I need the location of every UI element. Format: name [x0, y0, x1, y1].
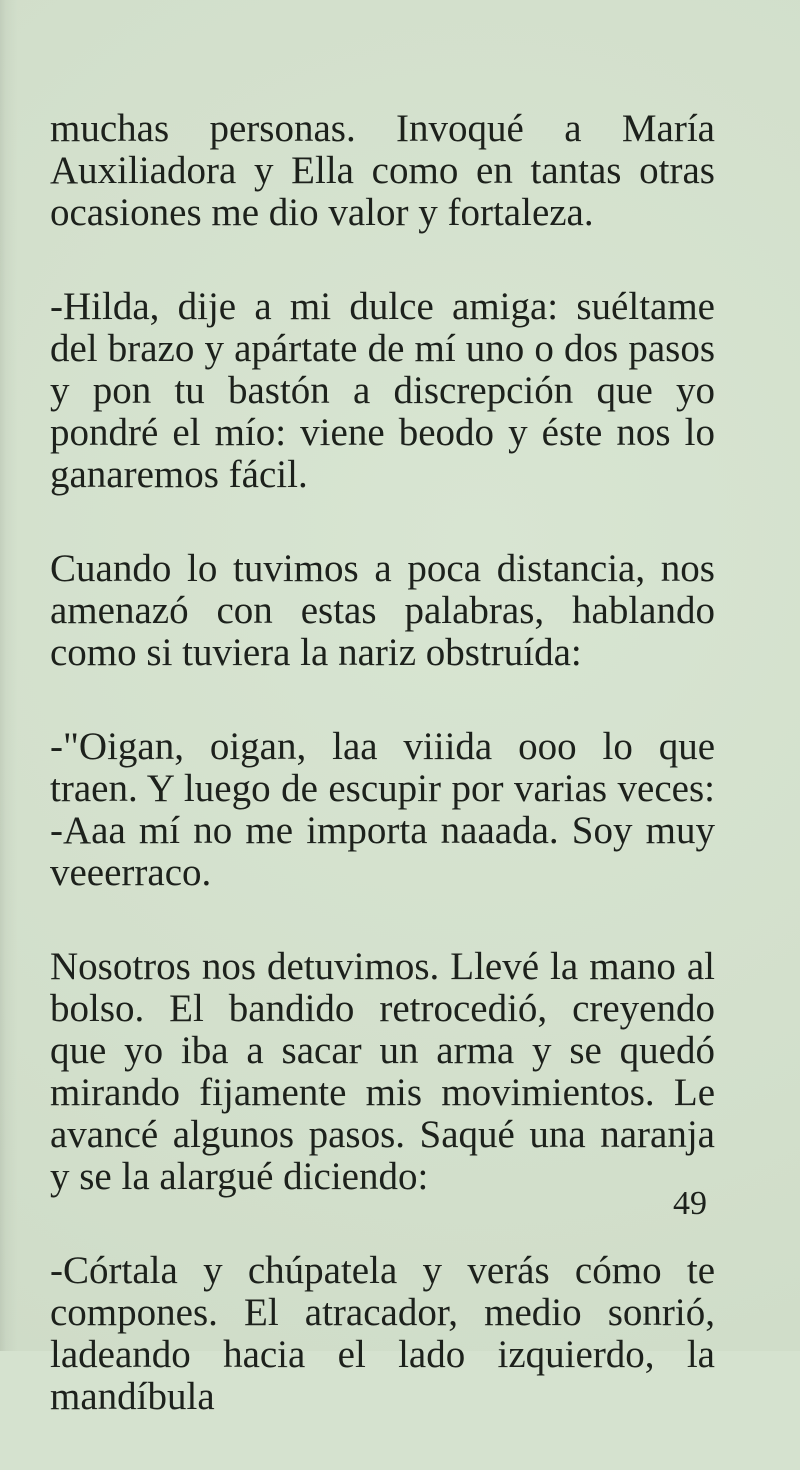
- paragraph-2: -Hilda, dije a mi dulce amiga: suéltame del brazo y apártate de mí uno o dos pasos y pon tu bastón a discrepción que yo pondré el mío: viene beodo y éste nos lo ganaremos fácil.: [50, 285, 715, 496]
- paragraph-3: Cuando lo tuvimos a poca distancia, nos amenazó con estas palabras, hablando como si tuviera la nariz obstruída:: [50, 547, 715, 674]
- paragraph-4: -"Oigan, oigan, laa viiida ooo lo que traen. Y luego de escupir por varias veces: -Aaa mí no me importa naaada. Soy muy veeerraco.: [50, 725, 715, 894]
- body-text: [50, 108, 715, 1470]
- paragraph-1: muchas personas. Invoqué a María Auxiliadora y Ella como en tantas otras ocasiones me dio valor y fortaleza.: [50, 107, 715, 234]
- paragraph-6: -Córtala y chúpatela y verás cómo te compones. El atracador, medio sonrió, ladeando hacia el lado izquierdo, la mandíbula: [50, 1249, 715, 1418]
- paragraph-5: Nosotros nos detuvimos. Llevé la mano al bolso. El bandido retrocedió, creyendo que yo iba a sacar un arma y se quedó mirando fijamente mis movimientos. Le avancé algunos pasos. Saqué una naranja y se la alargué diciendo:: [50, 945, 715, 1198]
- page-number: 49: [673, 1185, 707, 1222]
